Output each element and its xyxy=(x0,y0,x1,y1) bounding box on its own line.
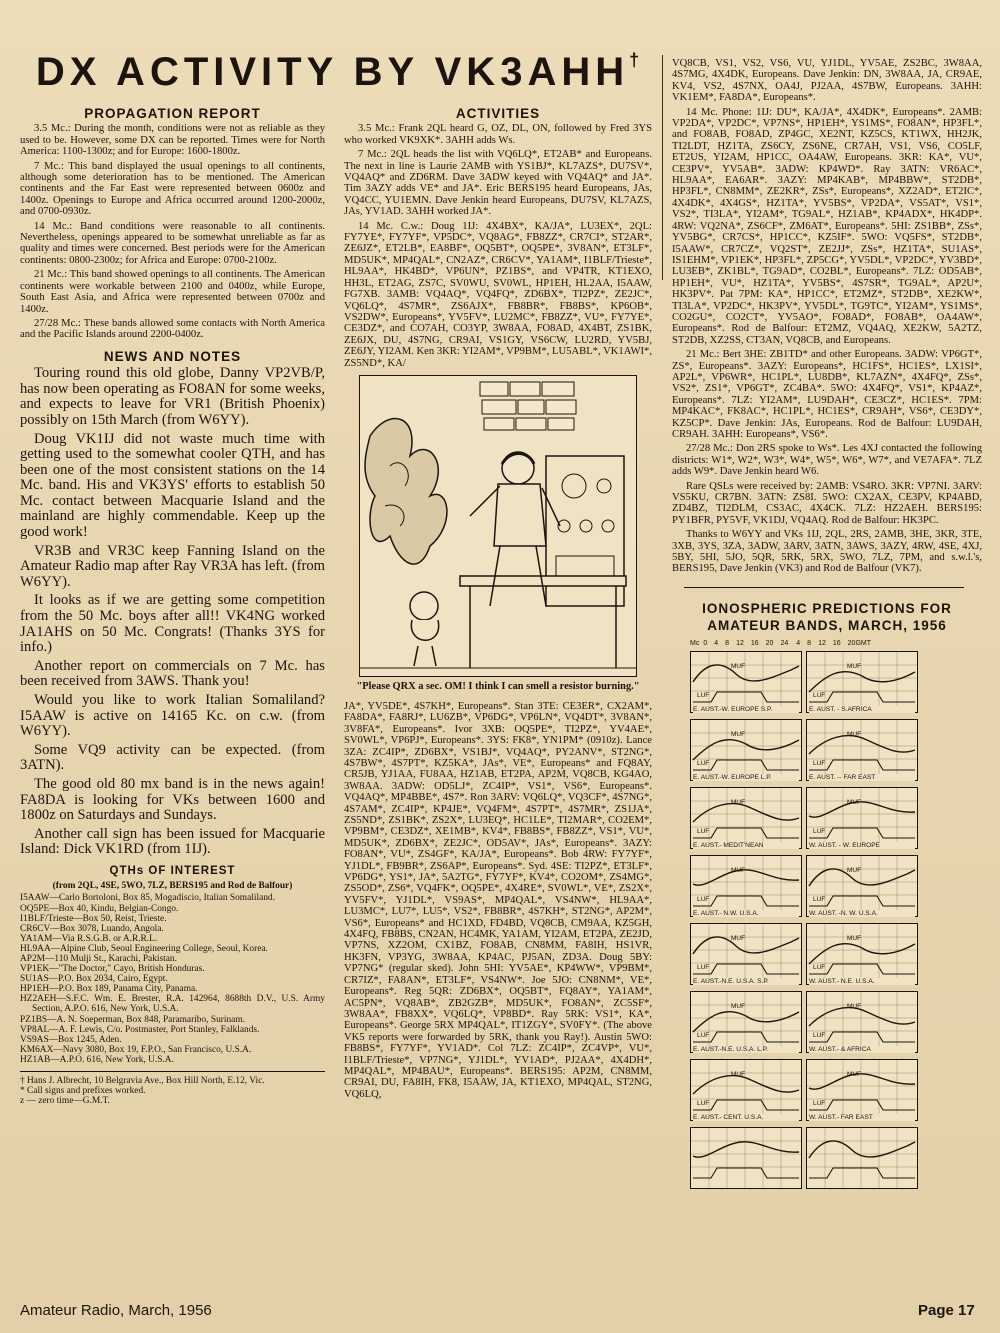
qth-item: HZ1AB—A.P.O. 616, New York, U.S.A. xyxy=(20,1054,174,1065)
iono-panel xyxy=(806,855,918,917)
iono-curve-plot xyxy=(691,720,801,780)
axis-tick: 24 xyxy=(780,639,789,647)
activities-para: 14 Mc. Phone: 1IJ: DU*, KA/JA*, 4X4DK*, Europeans*. 2AMB: VP2DA*, VP2DC*, VP7NS*, HP1EH*, YS1MS*, FO8AN*, HP3FL*, and FO8AB, FO8AD, ZP4GC, XE2NT, KZ5CS, KT1WX, HH2JK, TI2LDT, HZ1TA, ZS6CY, ZS6NE, CR7AH, VS1, VS6, CO5LF, ET2US, YI2AM, HP1CC, OA4AW, Europeans. 3KR: KA*, VU*, CE3PV*, YV5AB*. 3ADW: KP4WD*. Ray 3ATN: VR6AC*, HL9AA*, EA6AR*. 3AZY: MP4KAB*, MP4BBW*, ST2DB*, HP3FL*, CN8MM*, ZE2KR*, ZSs*, Europeans*, XZ2AD*, ET2IC*, 4X4DK*, 4X4GS*, HZ1TA*, YV5BS*, VP2DA*, VS5AT*, VS1*, VS2*, TI3LA*, YI2AM*, TG9AL*, HZ1AB*, KP4ADX*, HK4DP*. 4RW: VQ2NA*, ZS6CF*, ZM6AT*, Europeans*. 5HI: ZS1BB*, ZSs*, YV5BG*, CR7CS*, HP1CC*, KZ5IF*. 5WO: VQ5FS*, ST2DB*, I5AAW*, CR7CZ*, VQ2ST*, ZE2JJ*, ZSs*, HZ1TA*, SU1AS*, IS1EHM*, VP1EK*, HP3FL*, ZP5CG*, YV5DL*, VP2DC*, YV3BD*, LU3EB*, ZK1BL*, TG9AD*, CO2BL*, Europeans*. 7LZ: OD5AB*, HP1EH*, VU*, HZ1TA*, YV5BS*, 4S7SR*, TG9AL*, AP2U*, HK3PV*. Pat 7PM: KA*, HP1CC*, ET2MZ*, ST2DB*, XE2KW*, TI3LA*, VP2DC*, HK3PV*, YV5DL*, TG9TC*, YI2AM*, YS1MS*, CO2GU*, CO2CT*, YV5AO*, FO8AD*, FO8AB*, OA4AW*, Europeans*. Rod de Balfour: ET2MZ, VQ4AQ, XE2KW, 5A2TZ, ST2DB, XZ2SS, CT3AN, VQ8CB, and Europeans. xyxy=(672,106,982,346)
activities-para: Rare QSLs were received by: 2AMB: VS4RO. 3KR: VP7NI. 3ARV: VS5KU, CR7BN. 3ATN: ZS8I. 5WO: CX2AX, CE3PV, KP4ABD, ZD4BZ, TI2DLM, CS3AC, 4X4CK. 7LZ: HZ2AEH. BERS195: PY1BFR, PY5VF, VK1DJ, VQ4AQ. Rod de Balfour: HK3PC. xyxy=(672,480,982,526)
cartoon-illustration xyxy=(359,375,637,677)
iono-axis xyxy=(690,638,930,649)
iono-panel-label: E. AUST.- N.W. U.S.A. xyxy=(693,910,799,917)
axis-tick: 12 xyxy=(736,639,744,647)
propagation-para: 14 Mc.: Band conditions were reasonable to all continents. Nevertheless, openings appeared to be somewhat unreliable as far as quality and times were concerned. Best periods were for the American continents: 0800-2300z; for Africa and Europe: 0700-2100z. xyxy=(20,220,325,266)
propagation-para: 21 Mc.: This band showed openings to all continents. The American continents were workable between 2100 and 0400z, while Europe, South East Asia, and Africa were represented between 0700z and 1400z. xyxy=(20,269,325,315)
luf-label: LUF xyxy=(813,964,826,972)
muf-label: MUF xyxy=(731,1071,746,1079)
qths-list xyxy=(20,893,325,1065)
muf-label: MUF xyxy=(847,799,862,807)
iono-curve-plot xyxy=(807,924,917,984)
luf-label: LUF xyxy=(697,1032,710,1040)
axis-tick: 20GMT xyxy=(847,639,871,647)
activities-para: 14 Mc. C.w.: Doug 1IJ: 4X4BX*, KA/JA*, LU3EX*, 2QL: FY7YE*, FY7YF*, VP5DC*, VQ8AG*, FB8ZZ*, CR7CI*, ST2AR*, ZE6JZ*, ET2LB*, EA8BF*, OQ5BT*, OQ5PE*, 3V8AN*, ET3LF*, MD5UK*, MP4QAL*, CN2AZ*, CR6CV*, YA1AM*, I1BLF/Trieste*, HL9AA*, HK4BD*, VP6UN*, PZ1BS*, and VP4TR, KT1EXO, HH3L, ET2AG, ZS7C, SV0WU, SV0WL, HP1EH, HL2AA, I5AAW, FG7XB. 3AMB: VQ4AQ*, VQ4FQ*, ZD6BX*, TI2PZ*, ZE2JC*, VQ6LQ*, 4S7MR*, ZS6AJX*, FB8BR*, FB8BS*, KP6OB*, VS2DW*, Europeans*, YV5FV*, LU2MC*, FB8ZZ*, VU*, FY7YE*, CE3DZ*, and CO7AH, CO3YP, 3W8AA, FO8AD, 4X4BT, ZS1BK, ZE6JX, DU, 4S7NG, CR9AI, VS1GY, VS6CW, LU2RD, YV5BJ, ZE6JY, YI2AM. Ken 3KR: YI2AM*, VP9BM*, LU5ABL*, VK1AWI*, ZS5ND*, KA/ xyxy=(344,220,652,369)
muf-label: MUF xyxy=(847,867,862,875)
activities-para: 21 Mc.: Bert 3HE: ZB1TD* and other Europeans. 3ADW: VP6GT*, ZS*, Europeans*. 3AZY: Europeans*, HC1FS*, HC1ES*, LX1SI*, AP2L*, VP6WR*, HC1PL*, LU8DB*, KL7AZN*, 4X4FQ*, ZSs*, VS2*, ZS1*, VP6GT*, ZC4BA*. 5WO: 4X4FQ*, VS1*, KP4AZ*, Europeans*. 7LZ: YI2AM*, LU9DAH*, CE3CZ*, HC1ES*. 7PM: MP4KAC*, FK8AC*, HC1PL*, HC1ES*, CR9AH*, VS6*, CE3DY*, KZ5CP*. Dave Jenkin: JAs, Europeans. Rod de Balfour: LU9DAH, CR9AH. 3AHH: Europeans*, VS6*. xyxy=(672,349,982,440)
luf-label: LUF xyxy=(813,828,826,836)
qth-item: KM6AX—Navy 3080, Box 19, F.P.O., San Francisco, U.S.A. xyxy=(20,1044,252,1055)
title-divider xyxy=(662,55,663,280)
iono-panel xyxy=(806,1127,918,1189)
iono-panel xyxy=(690,991,802,1053)
activities-para: 7 Mc.: 2QL heads the list with VQ6LQ*, ET2AB* and Europeans. The next in line is Laurie 2AMB with YS1BJ*, KL7AZS*, DU7SV*, VQ4AQ* and ZD6RM. Dave 3ADW keyed with VQ4AQ* and JA*. Tim 3AZY adds VE* and JA*. Eric BERS195 heard Europeans, JAs, VQ4CC, YU1EMN. Dave Jenkin heard Europeans, DU7SV, KL7AZS, JAs, YV1AD. 3AHH worked JA*. xyxy=(344,149,652,218)
news-para: It looks as if we are getting some competition from the 50 Mc. boys after all!! VK4NG worked JA1AHS on 50 Mc. Congrats! (Thanks 3YS for info.) xyxy=(20,592,325,656)
axis-tick: 0 xyxy=(703,639,708,647)
column-left xyxy=(20,108,325,1106)
news-body xyxy=(20,366,325,858)
qth-item: OQ5PE—Box 40, Kindu, Belgian-Congo. xyxy=(20,903,179,914)
qth-item: PZ1BS—A. N. Soeperman, Box 848, Paramaribo, Surinam. xyxy=(20,1014,245,1025)
muf-label: MUF xyxy=(731,1003,746,1011)
iono-curve-plot xyxy=(691,924,801,984)
axis-tick: 8 xyxy=(807,639,812,647)
axis-tick: 8 xyxy=(725,639,730,647)
iono-panel-label: E. AUST.-N.E. U.S.A. S.P. xyxy=(693,978,799,985)
iono-panel xyxy=(690,719,802,781)
title-text: DX ACTIVITY BY VK3AHH xyxy=(35,50,630,94)
activities-para: 27/28 Mc.: Don 2RS spoke to Ws*. Les 4XJ contacted the following districts: W1*, W2*, W3*, W4*, W5*, W6*, W7*, and VE7AFA*. 7LZ adds W9*. Dave Jenkin heard W6. xyxy=(672,443,982,478)
propagation-para: 3.5 Mc.: During the month, conditions were not as reliable as they used to be. However, some DX can be reported. Times were for North America: 1100-1300z; and for Europe: 1600-1800z. xyxy=(20,123,325,158)
iono-curve-plot xyxy=(691,992,801,1052)
luf-label: LUF xyxy=(813,692,826,700)
iono-curve-plot xyxy=(691,652,801,712)
qth-item: VP1EK—"The Doctor," Cayo, British Honduras. xyxy=(20,964,205,975)
qth-item: VS9AS—Box 1245, Aden. xyxy=(20,1034,122,1045)
qth-item: I1BLF/Trieste—Box 50, Reist, Trieste. xyxy=(20,913,167,924)
qth-item: SU1AS—P.O. Box 2034, Cairo, Egypt. xyxy=(20,974,168,985)
cartoon-drawing xyxy=(360,376,636,676)
column-middle xyxy=(344,108,652,1103)
title-footnote-mark: † xyxy=(629,50,645,70)
iono-panel-label: W. AUST.- FAR EAST xyxy=(809,1114,915,1121)
iono-curve-plot xyxy=(807,992,917,1052)
iono-curve-plot xyxy=(807,1128,917,1188)
iono-panel xyxy=(690,855,802,917)
qth-item: CR6CV—Box 3078, Luando, Angola. xyxy=(20,923,164,934)
qths-heading: QTHs OF INTEREST xyxy=(109,864,236,877)
iono-panel-label: W. AUST.- N.E. U.S.A. xyxy=(809,978,915,985)
iono-curve-plot xyxy=(691,1060,801,1120)
iono-curve-plot xyxy=(691,1128,801,1188)
news-para: Another call sign has been issued for Macquarie Island: Dick VK1RD (from 1IJ). xyxy=(20,825,325,858)
news-para: The good old 80 mx band is in the news again! FA8DA is looking for VKs between 1600 and 1800z on Saturdays and Sundays. xyxy=(20,775,325,824)
axis-tick: 12 xyxy=(818,639,826,647)
propagation-heading: PROPAGATION REPORT xyxy=(84,106,261,121)
luf-label: LUF xyxy=(697,760,710,768)
muf-label: MUF xyxy=(847,663,862,671)
muf-label: MUF xyxy=(731,935,746,943)
muf-label: MUF xyxy=(731,799,746,807)
cartoon-caption: "Please QRX a sec. OM! I think I can smell a resistor burning." xyxy=(356,680,640,692)
iono-panel-label: E. AUST.-W. EUROPE L.P. xyxy=(693,774,799,781)
iono-panel xyxy=(806,991,918,1053)
iono-panel-label: E. AUST.- CENT. U.S.A. xyxy=(693,1114,799,1121)
propagation-para: 7 Mc.: This band displayed the usual openings to all continents, although some deterioration has to be mentioned. The American continents and the Far East were represented between 0600z and 1400z. Openings to Europe and Africa occurred around 1200-2000z, and 0700-0930z. xyxy=(20,160,325,218)
luf-label: LUF xyxy=(813,1100,826,1108)
luf-label: LUF xyxy=(697,964,710,972)
iono-curve-plot xyxy=(807,720,917,780)
footer-publication: Amateur Radio, March, 1956 xyxy=(20,1302,212,1319)
iono-panel-label: E. AUST.- MEDIT'NEAN xyxy=(693,842,799,849)
iono-panel xyxy=(806,923,918,985)
muf-label: MUF xyxy=(847,1071,862,1079)
iono-chart-grid xyxy=(690,638,930,1189)
luf-label: LUF xyxy=(697,896,710,904)
iono-rule xyxy=(684,587,964,588)
iono-panel xyxy=(690,923,802,985)
axis-tick: 4 xyxy=(714,639,719,647)
activities-para: Thanks to W6YY and VKs 1IJ, 2QL, 2RS, 2AMB, 3HE, 3KR, 3TE, 3XB, 3YS, 3ZA, 3ADW, 3ARV, 3ATN, 3AWS, 3AZY, 4RW, 4SE, 4XJ, 5BY, 5HI, 5JO, 5QR, 5RK, 5RX, 5WO, 7LZ, 7PM, and s.w.l.'s, BERS195, Dave Jenkin (VK3) and Rod de Balfour (VK7). xyxy=(672,529,982,575)
iono-axis-right xyxy=(796,638,871,649)
iono-panel-label: W. AUST.- & AFRICA xyxy=(809,1046,915,1053)
column-right xyxy=(672,58,982,1189)
page-title xyxy=(20,50,660,95)
iono-panel xyxy=(690,787,802,849)
qth-item: YA1AM—Via R.S.G.B. or A.R.R.L. xyxy=(20,933,158,944)
iono-panel xyxy=(806,787,918,849)
news-para: VR3B and VR3C keep Fanning Island on the Amateur Radio map after Ray VR3A has left. (from W6YY). xyxy=(20,542,325,590)
news-para: Some VQ9 activity can be expected. (from 3ATN). xyxy=(20,741,325,774)
luf-label: LUF xyxy=(697,828,710,836)
propagation-para: 27/28 Mc.: These bands allowed some contacts with North America and the Pacific Islands around 2200-0400z. xyxy=(20,317,325,341)
iono-panel xyxy=(690,1059,802,1121)
footnote: z — zero time—G.M.T. xyxy=(20,1096,110,1107)
footnote: * Call signs and prefixes worked. xyxy=(20,1086,146,1097)
news-para: Doug VK1IJ did not waste much time with getting used to the somewhat cooler QTH, and has been one of the most consistent stations on the 14 Mc. band. His and VK3YS' efforts to establish 50 Mc. contact between Macquarie Island and the mainland are highly commendable. Keep up the good work! xyxy=(20,430,325,541)
iono-panel-label: W. AUST. -N. W. U.S.A. xyxy=(809,910,915,917)
muf-label: MUF xyxy=(847,935,862,943)
footer-page-number: Page 17 xyxy=(918,1302,975,1319)
activities-heading: ACTIVITIES xyxy=(455,106,541,121)
axis-tick: 4 xyxy=(796,639,801,647)
qth-item: I5AAW—Carlo Bortoloni, Box 85, Mogadiscio, Italian Somaliland. xyxy=(20,893,275,904)
iono-panel xyxy=(690,651,802,713)
qth-item: HZ2AEH—S.F.C. Wm. E. Brester, R.A. 142964, 8688th D.V., U.S. Army Section, A.P.O. 616, New York, U.S.A. xyxy=(20,994,325,1015)
luf-label: LUF xyxy=(697,692,710,700)
news-para: Another report on commercials on 7 Mc. has been received from 3AWS. Thank you! xyxy=(20,657,325,690)
iono-curve-plot xyxy=(807,856,917,916)
activities-para: 3.5 Mc.: Frank 2QL heard G, OZ, DL, ON, followed by Fred 3YS who worked VK9XK*. 3AHH adds Ws. xyxy=(344,123,652,146)
iono-panel-label: W. AUST. - W. EUROPE xyxy=(809,842,915,849)
qth-item: HL9AA—Alpine Club, Seoul Engineering College, Seoul, Korea. xyxy=(20,943,268,954)
footnote-rule xyxy=(20,1071,325,1072)
iono-panel xyxy=(690,1127,802,1189)
luf-label: LUF xyxy=(813,896,826,904)
iono-title: IONOSPHERIC PREDICTIONS FOR AMATEUR BANDS, MARCH, 1956 xyxy=(702,600,952,633)
qth-item: AP2M—110 Mulji St., Karachi, Pakistan. xyxy=(20,954,177,964)
luf-label: LUF xyxy=(813,760,826,768)
activities-para: JA*, YV5DE*, 4S7KH*, Europeans*. Stan 3TE: CE3ER*, CX2AM*, FA8DA*, FA8RJ*, LU6ZB*, VP6DG*, VP6LN*, VQ4DT*, 3V8AN*, 3V8FA*, Europeans*. Ivor 3XB: OQ5PE*, TI2PZ*, YV4AE*, SV0WL*, VP6PJ*, Europeans*. 3YS: FK8*, YN1PM* (0910z). Lance 3ZA: ZC4IP*, ZD6BX*, VS1BJ*, VQ4AQ*, PY2ANV*, ST2NG*, 4S7BW*, 4S7PT*, KZ5KA*, JAs*, VE*, Europeans* and FQ8AY, CR5JB, YJ1AA, FU8AA, HZ1AB, ET2PA, AP2M, VQ8CB, KG4AO, 3W8AA. 3ADW: OD5LJ*, ZC4IP*, VS1*, VS6*, Europeans*. VQ4AQ*, MP4BBE*, 4S7*. Ron 3ARV: VQ6LQ*, VQ3CF*, 4S7NG*, 4S7AM*, ZC4IP*, KP4JE*, VQ4FM*, 4S7PT*, 4S7MR*, ZS1JA*, ZS5ND*, ZS1BK*, ZS2X*, LU3EQ*, HC1LE*, TI2MAR*, CO2EM*, VP9BM*, CE3DZ*, XE1MB*, KV4*, FB8BS*, FB8ZZ*, VS1*, VU*, MD5UK*, ZD6BX*, ZE2JC*, OD5AV*, JAs*, Europeans*. 3AZY: FO8AN*, VU*, ZS4GF*, KA/JA*, Europeans*. Bob 4RW: FY7YF*, YJ1DL*, FB9BR*, ZS6AP*, Europeans*. Syd. 4SE: TI2PZ*, ET3LF*, VP6DG*, YS1*, JA*, 5A2TG*, FY7YF*, KV4*, CO2OM*, ZS4MG*, ZS5OD*, ZS6*, VQ4FK*, OQ5PE*, 4X4RE*, SV0WL*, VE*, ZS2X*, YV5FV*, YJ1DL*, VS9AS*, MP4QAL*, VS4NW*, HL9AA*, LU3MC*, LU7*, LU5*, VS2*, FB8BR*, 4S7KH*, ST2NG*, AP2M*, VS6*, Europeans* and HC1XD, FD4BD, VQ8CB, CM9AA, KZ5GH, 4X4FQ, FB8BS, CN2AN, HC4MK, YA1AM, YI2AM, ET2PA, ZE2JD, VP7NS, XZ2OM, CX1BZ, FO8AB, CN8MM, FA8IH, HS1VR, HK3FN, VP3YG, 3W8AA, KP4AC, PJ5AN, ZD3A. Doug 5BY: VP7NG* (regular sked). John 5HI: YV5AE*, KP4WW*, VP9BM*, CR7IZ*, FA8AN*, ET3LF*, VS4NW*. Joe 5JO: CN8NM*, VE*, Europeans*. Reg 5QR: ZD6BX*, OQ5BT*, FQ8AY*, YA1AM*, AC5PN*, VQ8AB*, ZB2GZB*, MD5UK*, FO8AN*, ZC5SF*, 3W8AA*, FB8XX*, VQ6LQ*, VP8BD*. Ray 5RK: VS1*, KA*, Europeans*. George 5RX MP4QAL*, IT1ZGY*, SV0FY*. (The above VK5 reports were forwarded by 5RK, thank you Ray!). Austin 5WO: FB8BS*, FY7YF*, YV1AD*. Col 7LZ: ZC4IP*, ZC4VP*, VU*, I1BLF/Trieste*, VP7NG*, YJ1DL*, YV1AD*, PJ2AA*, 4X4DH*, MP4QAL*, MP4BAU*, Europeans*. BERS195: AP2M, CN8MM, CR9AI, DU, FA8IH, FK8, I5AAW, JA, KT1EXO, MP4QAL, ST2NG, VQ6LQ, xyxy=(344,700,652,1100)
news-para: Touring round this old globe, Danny VP2VB/P, has now been operating as FO8AN for some weeks, and expects to leave for VR1 (British Phoenix) possibly on 15th March (from W6YY). xyxy=(20,365,325,428)
iono-curve-plot xyxy=(691,856,801,916)
qths-subheading: (from 2QL, 4SE, 5WO, 7LZ, BERS195 and Rod de Balfour) xyxy=(52,881,293,892)
axis-tick: 20 xyxy=(765,639,774,647)
iono-curve-plot xyxy=(691,788,801,848)
muf-label: MUF xyxy=(847,731,862,739)
iono-mc-label: Mc xyxy=(690,639,700,647)
luf-label: LUF xyxy=(697,1100,710,1108)
footnote: † Hans J. Albrecht, 10 Belgravia Ave., Box Hill North, E.12, Vic. xyxy=(20,1076,265,1087)
iono-panel-label: E. AUST.-W. EUROPE S.P. xyxy=(693,706,799,713)
qth-item: VP8AL—A. F. Lewis, C/o. Postmaster, Port Stanley, Falklands. xyxy=(20,1024,260,1035)
iono-panel-label: E. AUST. - S.AFRICA xyxy=(809,706,915,713)
muf-label: MUF xyxy=(847,1003,862,1011)
axis-tick: 16 xyxy=(832,639,841,647)
iono-panel xyxy=(806,1059,918,1121)
iono-panel-label: E. AUST.-N.E. U.S.A. L.P. xyxy=(693,1046,799,1053)
muf-label: MUF xyxy=(731,663,746,671)
luf-label: LUF xyxy=(813,1032,826,1040)
muf-label: MUF xyxy=(731,731,746,739)
activities-para: VQ8CB, VS1, VS2, VS6, VU, YJ1DL, YV5AE, ZS2BC, 3W8AA, 4S7MG, 4X4DK, Europeans. Dave Jenkin: DN, 3W8AA, JA, CR9AE, KV4, VS2, 4S7NX, OA4J, PJ2AA, 4S7BW, Europeans. 3AHH: VK1EM*, FA8DA*, Europeans*. xyxy=(672,58,982,104)
axis-tick: 16 xyxy=(750,639,759,647)
iono-curve-plot xyxy=(807,652,917,712)
iono-axis-left xyxy=(703,638,788,649)
footnotes xyxy=(20,1076,325,1106)
muf-label: MUF xyxy=(731,867,746,875)
qth-item: HP1EH—P.O. Box 189, Panama City, Panama. xyxy=(20,984,198,995)
iono-panel xyxy=(806,651,918,713)
iono-panel-label: E. AUST. -- FAR EAST xyxy=(809,774,915,781)
iono-curve-plot xyxy=(807,1060,917,1120)
news-para: Would you like to work Italian Somaliland? I5AAW is active on 14165 Kc. on c.w. (from W6YY). xyxy=(20,692,325,740)
iono-curve-plot xyxy=(807,788,917,848)
iono-panels xyxy=(690,651,930,1189)
news-heading: NEWS AND NOTES xyxy=(103,348,242,364)
iono-panel xyxy=(806,719,918,781)
